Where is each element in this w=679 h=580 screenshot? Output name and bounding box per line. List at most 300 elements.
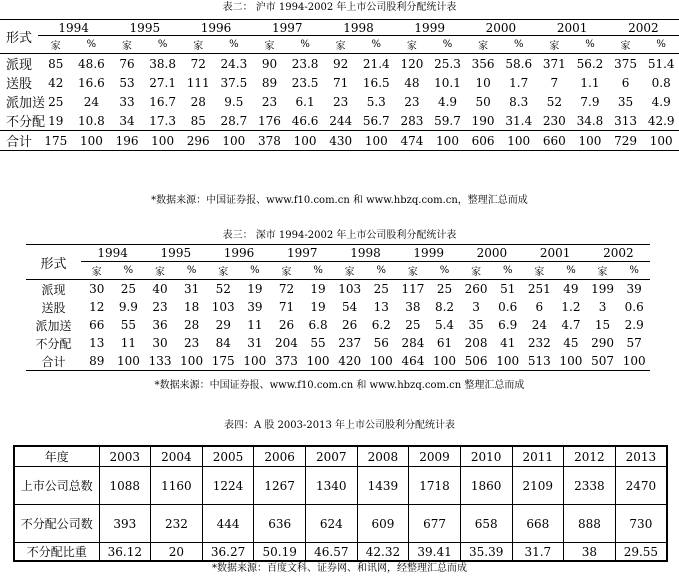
table2-row-label: 派加送: [6, 96, 46, 111]
table-cell: 1439: [357, 467, 409, 505]
table2-subheader-count: 家: [478, 41, 489, 52]
table-cell: 39: [626, 282, 642, 296]
table-cell: 23.5: [291, 75, 319, 90]
table-cell: 19: [310, 300, 326, 314]
table-cell: 636: [254, 505, 306, 543]
table-cell: 371: [542, 56, 566, 71]
table2-subheader-count: 家: [264, 41, 275, 52]
table-cell: 24: [83, 94, 100, 109]
table-cell: 8.3: [509, 94, 529, 109]
table-cell: 48: [404, 75, 420, 90]
table-cell: 208: [464, 336, 488, 350]
table3-row-label: 不分配: [35, 336, 72, 351]
table3-subheader-count: 家: [155, 267, 166, 278]
table-cell: 31: [183, 282, 200, 296]
table-cell: 42: [48, 75, 64, 90]
table-cell: 100: [507, 133, 531, 148]
table-row: [26, 298, 650, 316]
table3-subheader-count: 家: [91, 267, 102, 278]
table-cell: 100: [649, 133, 673, 148]
table-cell: 296: [186, 133, 210, 148]
table-cell: 609: [357, 505, 409, 543]
table-cell: 251: [527, 282, 551, 296]
table-cell: 50.19: [254, 543, 306, 562]
table2-subheader-percent: %: [229, 39, 239, 50]
table-cell: 1860: [460, 467, 512, 505]
table3-year-header: 2002: [587, 245, 650, 262]
table3-subheader-percent: %: [313, 265, 323, 276]
table-cell: 13: [89, 336, 105, 350]
table-cell: 373: [275, 354, 298, 368]
table3-subheader-percent: %: [123, 265, 134, 276]
table-cell: 7: [550, 75, 559, 90]
table-cell: 90: [261, 56, 278, 71]
table-cell: 283: [400, 113, 424, 128]
table-cell: 1267: [254, 467, 306, 505]
table-cell: 513: [527, 354, 551, 368]
table4-row-label: 不分配比重: [14, 543, 99, 562]
table2-subheader-percent: %: [300, 39, 310, 50]
table4-year-header: 2009: [409, 446, 461, 467]
table4-year-header: 2006: [254, 446, 306, 467]
table3-subheader-row: [26, 262, 650, 280]
table2-year-header: 2001: [537, 20, 608, 36]
table2-year-header: 2000: [465, 20, 536, 36]
table-cell: 175: [211, 354, 235, 368]
table-cell: 100: [116, 354, 140, 368]
table-row: [26, 352, 650, 371]
table4-year-header: 2004: [151, 446, 203, 467]
table-cell: 35: [468, 318, 484, 332]
table-cell: 23: [152, 300, 168, 314]
table-cell: 199: [591, 282, 614, 296]
table-cell: 42.32: [357, 543, 409, 562]
table4-a-share-dividend: [13, 445, 668, 562]
table-cell: 1224: [202, 467, 254, 505]
table-cell: 6.8: [308, 318, 328, 332]
table2-subheader-percent: %: [513, 39, 524, 50]
table-cell: 2109: [512, 467, 564, 505]
table-cell: 25: [120, 282, 137, 296]
table-cell: 5.3: [366, 94, 386, 109]
table4-year-header: 2005: [202, 446, 254, 467]
table3-subheader-count: 家: [344, 267, 355, 278]
table-cell: 34: [119, 113, 135, 128]
table3-subheader-count: 家: [471, 267, 482, 278]
table2-subheader-row: [0, 36, 679, 54]
table-cell: 8.2: [434, 300, 455, 314]
table-cell: 89: [89, 354, 105, 368]
table-row: [26, 316, 650, 334]
table-cell: 85: [48, 56, 64, 71]
table-cell: 56: [373, 336, 389, 350]
table-cell: 232: [151, 505, 203, 543]
table-cell: 100: [79, 133, 103, 148]
table-cell: 133: [148, 354, 172, 368]
table2-subheader-count: 家: [193, 41, 204, 52]
table-cell: 0.6: [498, 300, 518, 314]
table3-row-label: 送股: [41, 300, 66, 315]
table-cell: 23: [404, 94, 420, 109]
table-cell: 16.5: [362, 75, 390, 90]
table4-row-label: 不分配公司数: [14, 505, 99, 543]
table-cell: 19: [48, 113, 64, 128]
table-cell: 39.41: [409, 543, 461, 562]
table-cell: 677: [409, 505, 461, 543]
table-cell: 19: [310, 282, 326, 296]
table-cell: 66: [89, 318, 105, 332]
table3-form-header: 形式: [40, 256, 67, 272]
table4-row-label: 上市公司总数: [14, 467, 99, 505]
table-cell: 444: [202, 505, 254, 543]
table4-caption: 表四：A 股 2003-2013 年上市公司股利分配统计表: [223, 420, 456, 431]
table3-subheader-percent: %: [439, 265, 450, 276]
table3-subheader-percent: %: [566, 265, 576, 276]
table3-year-header: 2000: [460, 245, 523, 262]
table-cell: 506: [464, 354, 488, 368]
table2-subheader-count: 家: [335, 41, 346, 52]
table-cell: 1718: [409, 467, 461, 505]
table-cell: 9.5: [224, 94, 244, 109]
table-cell: 117: [401, 282, 425, 296]
table-cell: 3: [472, 300, 480, 314]
table-cell: 36.27: [202, 543, 254, 562]
table-cell: 4.9: [651, 94, 671, 109]
table-cell: 6: [621, 75, 630, 90]
table-cell: 31.4: [505, 113, 533, 128]
table-row: [14, 505, 667, 543]
table2-year-header: 1998: [323, 20, 394, 36]
table-cell: 378: [258, 133, 281, 148]
table4-header-row: [14, 446, 667, 467]
table-cell: 660: [542, 133, 566, 148]
table-cell: 26: [342, 318, 358, 332]
table-cell: 6: [535, 300, 544, 314]
table-cell: 37.5: [220, 75, 248, 90]
table-cell: 100: [151, 133, 175, 148]
table-cell: 51: [500, 282, 516, 296]
table3-subheader-percent: %: [376, 265, 387, 276]
table-cell: 21.4: [362, 56, 390, 71]
table-cell: 40: [152, 282, 168, 296]
table3-shenzhen-dividend: [26, 244, 650, 371]
table-cell: 1.1: [580, 75, 600, 90]
table-cell: 420: [338, 354, 362, 368]
table2-year-header: 1994: [38, 20, 109, 36]
table2-year-header: 2002: [608, 20, 679, 36]
table-cell: 30: [152, 336, 168, 350]
table-cell: 17.3: [149, 113, 176, 128]
table2-subheader-percent: %: [371, 39, 382, 50]
table-cell: 19: [247, 282, 263, 296]
table-cell: 5.4: [434, 318, 455, 332]
table-cell: 23: [261, 94, 278, 109]
table-cell: 111: [186, 75, 210, 90]
table-cell: 56.2: [576, 56, 604, 71]
table3-year-header: 1995: [144, 245, 207, 262]
table-cell: 1.2: [561, 300, 581, 314]
table-cell: 100: [559, 354, 583, 368]
table-cell: 59.7: [434, 113, 461, 128]
table-cell: 1340: [306, 467, 358, 505]
table-row: [0, 54, 679, 74]
table-cell: 284: [401, 336, 425, 350]
table-cell: 2338: [564, 467, 616, 505]
table-cell: 507: [591, 354, 614, 368]
table-cell: 16.7: [149, 94, 176, 109]
table-cell: 42.9: [647, 113, 675, 128]
table-cell: 196: [115, 133, 139, 148]
table-cell: 356: [471, 56, 495, 71]
table2-subheader-count: 家: [406, 41, 417, 52]
table3-caption: 表三： 深市 1994-2002 年上市公司股利分配统计表: [222, 230, 457, 241]
table-cell: 7.9: [580, 94, 600, 109]
table-cell: 55: [120, 318, 137, 332]
table-cell: 230: [542, 113, 566, 128]
table2-subheader-percent: %: [86, 39, 97, 50]
table-cell: 28.7: [220, 113, 248, 128]
table-cell: 6.1: [295, 94, 315, 109]
table-cell: 52: [546, 94, 562, 109]
table-cell: 26: [278, 318, 295, 332]
table2-row-label: 不分配: [6, 115, 46, 130]
table-cell: 244: [329, 113, 353, 128]
table-cell: 1088: [99, 467, 151, 505]
table-cell: 11: [120, 336, 137, 350]
table-cell: 25: [436, 282, 453, 296]
table2-subheader-percent: %: [442, 39, 453, 50]
table2-subheader-count: 家: [50, 41, 61, 52]
table3-row-label: 派加送: [35, 318, 72, 333]
table-cell: 100: [222, 133, 246, 148]
table-cell: 13: [373, 300, 389, 314]
table-cell: 1.7: [509, 75, 529, 90]
table-cell: 175: [44, 133, 68, 148]
table2-caption: 表二： 沪市 1994-2002 年上市公司股利分配统计表: [222, 2, 457, 13]
table2-shanghai-dividend: [0, 19, 679, 151]
table2-subheader-percent: %: [157, 39, 168, 50]
table-cell: 100: [436, 133, 459, 148]
table-cell: 103: [211, 300, 235, 314]
table-cell: 4.7: [561, 318, 581, 332]
table-row: [0, 131, 679, 151]
table-row: [14, 467, 667, 505]
table2-header-row: [0, 20, 679, 36]
table-cell: 76: [119, 56, 135, 71]
table-cell: 84: [215, 336, 231, 350]
table-cell: 72: [278, 282, 295, 296]
table-row: [26, 334, 650, 352]
table-cell: 1160: [151, 467, 203, 505]
table-cell: 204: [275, 336, 298, 350]
table-cell: 606: [471, 133, 495, 148]
table3-subheader-count: 家: [534, 267, 545, 278]
table-cell: 474: [400, 133, 424, 148]
table-cell: 100: [622, 354, 646, 368]
table4-year-header: 2003: [99, 446, 151, 467]
table3-subheader-percent: %: [250, 265, 260, 276]
table3-row-label: 派现: [41, 282, 66, 297]
table3-row-label: 合计: [41, 354, 66, 369]
table-cell: 313: [614, 113, 637, 128]
table4-source-note: *数据来源：百度文科、证券网、和讯网，经整理汇总而成: [212, 563, 467, 574]
table-cell: 100: [369, 354, 393, 368]
table4-year-header: 2010: [460, 446, 512, 467]
table-cell: 100: [180, 354, 204, 368]
table-cell: 57: [626, 336, 642, 350]
table3-year-header: 1996: [207, 245, 270, 262]
table3-subheader-count: 家: [597, 267, 608, 278]
table-row: [26, 280, 650, 299]
table-cell: 29: [215, 318, 231, 332]
table-cell: 190: [471, 113, 495, 128]
table-cell: 24.3: [220, 56, 248, 71]
table-cell: 100: [306, 354, 330, 368]
table-cell: 31: [247, 336, 263, 350]
table-cell: 23: [183, 336, 200, 350]
table-cell: 38: [405, 300, 421, 314]
table-cell: 100: [578, 133, 602, 148]
table-cell: 34.8: [576, 113, 604, 128]
table-cell: 290: [591, 336, 614, 350]
table-cell: 48.6: [78, 56, 105, 71]
table-cell: 41: [500, 336, 516, 350]
table-cell: 35: [617, 94, 634, 109]
table-cell: 232: [527, 336, 551, 350]
table-cell: 31.7: [512, 543, 564, 562]
table3-year-header: 1999: [397, 245, 460, 262]
table-cell: 375: [614, 56, 637, 71]
table-cell: 658: [460, 505, 512, 543]
table-cell: 3: [598, 300, 607, 314]
table3-year-header: 2001: [524, 245, 587, 262]
table-cell: 51.4: [647, 56, 675, 71]
table4-year-header: 2013: [615, 446, 667, 467]
table2-year-header: 1999: [394, 20, 465, 36]
table4-year-header: 2007: [306, 446, 358, 467]
table3-header-row: [26, 245, 650, 262]
table-cell: 30: [89, 282, 105, 296]
table-cell: 89: [261, 75, 278, 90]
table3-source-note: *数据来源：中国证券报、www.f10.com.cn 和 www.hbzq.com.cn 整理汇总而成: [154, 380, 525, 391]
table-cell: 10.1: [434, 75, 461, 90]
table-cell: 52: [215, 282, 231, 296]
table3-subheader-percent: %: [186, 265, 197, 276]
table-cell: 100: [293, 133, 317, 148]
table-cell: 50: [475, 94, 491, 109]
table-cell: 25: [405, 318, 421, 332]
table2-row-label: 派现: [6, 58, 33, 73]
table-cell: 25: [373, 282, 389, 296]
table2-subheader-percent: %: [585, 39, 595, 50]
table2-subheader-percent: %: [656, 39, 666, 50]
table-cell: 100: [433, 354, 456, 368]
table-cell: 56.7: [362, 113, 390, 128]
table-cell: 45: [563, 336, 579, 350]
table-cell: 46.6: [291, 113, 319, 128]
table2-year-header: 1996: [180, 20, 251, 36]
table-cell: 92: [333, 56, 349, 71]
table-cell: 464: [401, 354, 425, 368]
table2-subheader-count: 家: [549, 41, 560, 52]
table3-subheader-count: 家: [218, 267, 229, 278]
table-cell: 730: [615, 505, 667, 543]
table-cell: 23: [333, 94, 349, 109]
table3-year-header: 1994: [81, 245, 144, 262]
table-cell: 2470: [615, 467, 667, 505]
table-cell: 58.6: [505, 56, 533, 71]
table3-subheader-count: 家: [407, 267, 418, 278]
table-cell: 39: [247, 300, 263, 314]
table-cell: 53: [119, 75, 135, 90]
table3-subheader-percent: %: [629, 265, 639, 276]
table-cell: 9.9: [118, 300, 138, 314]
table-cell: 888: [564, 505, 616, 543]
table4-year-header: 2011: [512, 446, 564, 467]
table-cell: 28: [190, 94, 206, 109]
table2-year-header: 1995: [109, 20, 180, 36]
table-cell: 18: [183, 300, 200, 314]
table-cell: 20: [151, 543, 203, 562]
table-row: [0, 73, 679, 92]
table2-source-note: *数据来源：中国证券报、www.f10.com.cn 和 www.hbzq.com.cn，整理汇总而成: [151, 195, 528, 206]
table-cell: 100: [364, 133, 388, 148]
table2-subheader-count: 家: [620, 41, 631, 52]
table2-subheader-count: 家: [122, 41, 133, 52]
table-cell: 729: [614, 133, 637, 148]
table-cell: 176: [258, 113, 281, 128]
table-cell: 237: [338, 336, 362, 350]
table-cell: 27.1: [149, 75, 176, 90]
table-cell: 11: [247, 318, 263, 332]
table-cell: 25: [48, 94, 64, 109]
table-cell: 15: [594, 318, 611, 332]
table-row: [0, 111, 679, 131]
table-cell: 46.57: [306, 543, 358, 562]
table-cell: 668: [512, 505, 564, 543]
table-cell: 100: [496, 354, 520, 368]
table-cell: 4.9: [437, 94, 458, 109]
table-cell: 36.12: [99, 543, 151, 562]
table-cell: 71: [333, 75, 349, 90]
table-cell: 61: [436, 336, 453, 350]
table-cell: 72: [190, 56, 206, 71]
table-cell: 430: [329, 133, 353, 148]
table-cell: 624: [306, 505, 358, 543]
table4-year-label: 年度: [14, 446, 99, 467]
table-cell: 54: [342, 300, 358, 314]
table-cell: 36: [152, 318, 168, 332]
table-cell: 6.9: [498, 318, 518, 332]
table-row: [0, 92, 679, 111]
table-cell: 393: [99, 505, 151, 543]
table-cell: 2.9: [624, 318, 644, 332]
table-cell: 49: [563, 282, 579, 296]
table2-form-header: 形式: [5, 31, 32, 46]
table-cell: 25.3: [434, 56, 461, 71]
table3-subheader-percent: %: [502, 265, 513, 276]
table-row: [14, 543, 667, 562]
table-cell: 85: [190, 113, 206, 128]
table-cell: 35.39: [460, 543, 512, 562]
table-cell: 103: [338, 282, 362, 296]
table-cell: 260: [464, 282, 488, 296]
table-cell: 29.55: [615, 543, 667, 562]
table-cell: 120: [400, 56, 424, 71]
table-cell: 0.8: [651, 75, 671, 90]
table-cell: 10.8: [78, 113, 105, 128]
table3-subheader-count: 家: [281, 267, 292, 278]
